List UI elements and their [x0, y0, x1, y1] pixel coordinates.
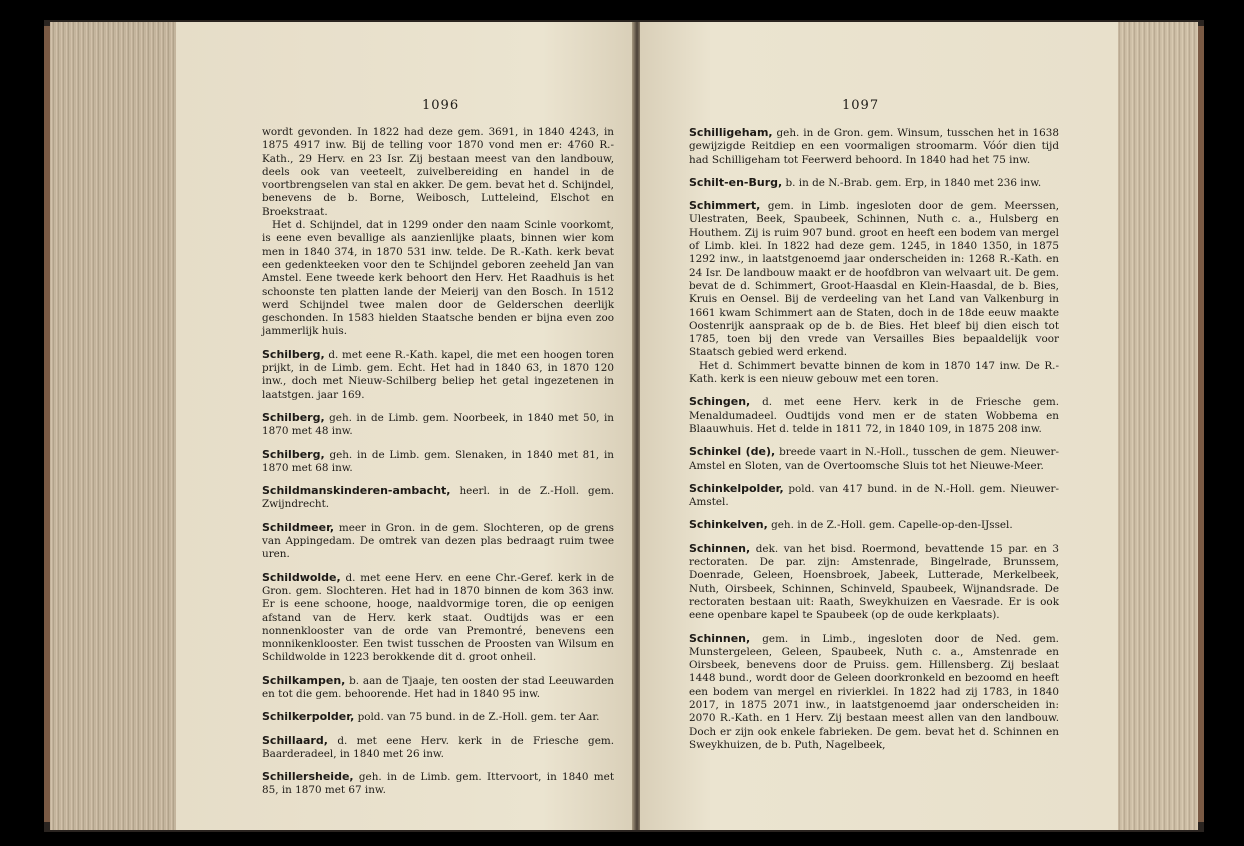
entry-text: pold. van 417 bund. in de N.-Holl. gem. Nieuwer-Amstel. [689, 482, 1059, 509]
entry-paragraph [689, 542, 1059, 623]
entry-headword: Schilkerpolder, [262, 710, 355, 724]
entry-text: meer in Gron. in de gem. Slochteren, op de grens van Appingedam. De omtrek van dezen plas bedraagt ruim twee uren. [262, 521, 614, 561]
entry-paragraph [689, 632, 1059, 753]
page-edges-right [1116, 22, 1198, 830]
entry-text: d. met eene Herv. en eene Chr.-Geref. kerk in de Gron. gem. Slochteren. Het had in 1870 binnen de kom 363 inw. Er is eene schoone, hooge, naaldvormige toren, die op eenigen afstand van de Herv. kerk staat. Oudtijds was er een nonnenklooster van de orde van Premontré, benevens een monnikenklooster. Een twist tusschen de Proosten van Wilsum en Schildwolde in 1223 berokkende dit d. groot onheil. [262, 571, 614, 664]
entry-paragraph [689, 126, 1059, 167]
entry-headword: Schilberg, [262, 347, 325, 361]
entry-paragraph [262, 126, 614, 219]
entry-headword: Schilberg, [262, 410, 325, 424]
entry-text: d. met eene R.-Kath. kapel, die met een hoogen toren prijkt, in de Limb. gem. Echt. Het had in 1840 63, in 1870 120 inw., doch met Nieuw-Schilberg beliep het getal ingezetenen in laatstgen. jaar 169. [262, 348, 614, 401]
entry-headword: Schillersheide, [262, 770, 354, 784]
entry-paragraph [689, 199, 1059, 360]
entry-headword: Schilligeham, [689, 126, 773, 139]
entry-text: geh. in de Limb. gem. Noorbeek, in 1840 met 50, in 1870 met 48 inw. [262, 411, 614, 438]
entry-headword: Schinnen, [689, 631, 751, 645]
entry-headword: Schildwolde, [262, 570, 341, 584]
entry-paragraph [689, 176, 1059, 190]
entry-paragraph [262, 734, 614, 762]
entry-paragraph [262, 348, 614, 402]
entry-headword: Schildmanskinderen-ambacht, [262, 484, 451, 498]
entry-paragraph [689, 482, 1059, 510]
entry-headword: Schilt-en-Burg, [689, 175, 783, 189]
entry-paragraph [262, 411, 614, 439]
text-column [689, 126, 1059, 761]
entry-headword: Schimmert, [689, 199, 761, 213]
entry-text: geh. in de Gron. gem. Winsum, tusschen het in 1638 gewijzigde Reitdiep en een voormaligen stroomarm. Vóór dien tijd had Schilligeham tot Feerwerd behoord. In 1840 had het 75 inw. [689, 127, 1059, 166]
page-number: 1096 [422, 98, 460, 113]
entry-paragraph [689, 445, 1059, 473]
entry-text: b. in de N.-Brab. gem. Erp, in 1840 met 236 inw. [785, 176, 1042, 189]
entry-headword: Schilberg, [262, 447, 325, 461]
entry-paragraph [262, 770, 614, 798]
entry-text: gem. in Limb. ingesloten door de gem. Meerssen, Ulestraten, Beek, Spaubeek, Schinnen, Nuth c. a., Hulsberg en Houthem. Zij is ruim 907 bund. groot en heeft een bodem van mergel of Limb. klei. In 1822 had deze gem. 1245, in 1840 1350, in 1875 1292 inw., in laatstgenoemd jaar onderscheiden in: 1268 R.-Kath. en 24 Isr. De landbouw maakt er de hoofdbron van welvaart uit. De gem. bevat de d. Schimmert, Groot-Haasdal en Klein-Haasdal, de b. Bies, Kruis en Oensel. Bij de verdeeling van het Land van Valkenburg in 1661 kwam Schimmert aan de Staten, doch in de 18de eeuw maakte Oostenrijk aanspraak op de b. de Bies. Het bleef bij dien eisch tot 1785, toen bij den vrede van Versailles Bies bepaaldelijk voor Staatsch gebied werd erkend. [689, 200, 1059, 359]
entry-text: geh. in de Z.-Holl. gem. Capelle-op-den-IJssel. [771, 519, 1013, 532]
entry-headword: Schingen, [689, 395, 751, 409]
entry-text: breede vaart in N.-Holl., tusschen de gem. Nieuwer-Amstel en Sloten, van de Overtoomsche Sluis tot het Nieuwe-Meer. [689, 446, 1059, 472]
entry-text: Het d. Schijndel, dat in 1299 onder den naam Scinle voorkomt, is eene even bevallige als aanzienlijke plaats, binnen wier kom men in 1840 374, in 1870 531 inw. telde. De R.-Kath. kerk bevat een gedenkteeken voor den te Schijndel geboren zeeheld Jan van Amstel. Eene tweede kerk behoort den Herv. Het Raadhuis is het schoonste ten platten lande der Meierij van den Bosch. In 1512 werd Schijndel twee malen door de Gelderschen deerlijk geschonden. In 1583 hielden Staatsche benden er bijna even zoo jammerlijk huis. [262, 219, 614, 338]
entry-text: dek. van het bisd. Roermond, bevattende 15 par. en 3 rectoraten. De par. zijn: Amstenrade, Bingelrade, Brunssem, Doenrade, Geleen, Hoensbroek, Jabeek, Lutterade, Merkelbeek, Nuth, Oirsbeek, Schinnen, Schinveld, Spaubeek, Wijnandsrade. De rectoraten bestaan uit: Raath, Sweykhuizen en Vaesrade. Er is ook eene openbare kapel te Spaubeek (op de oude kerkplaats). [689, 542, 1059, 622]
entry-text: Het d. Schimmert bevatte binnen de kom in 1870 147 inw. De R.-Kath. kerk is een nieuw gebouw met een toren. [689, 359, 1059, 386]
page-edges-left [50, 22, 180, 830]
right-page [640, 22, 1118, 830]
page-number: 1097 [842, 98, 880, 113]
entry-text: pold. van 75 bund. in de Z.-Holl. gem. ter Aar. [357, 711, 600, 724]
entry-headword: Schinkel (de), [689, 445, 776, 459]
entry-headword: Schillaard, [262, 733, 328, 747]
entry-text: geh. in de Limb. gem. Ittervoort, in 1840 met 85, in 1870 met 67 inw. [262, 771, 614, 797]
entry-paragraph [262, 674, 614, 702]
entry-paragraph [689, 360, 1059, 387]
entry-text: geh. in de Limb. gem. Slenaken, in 1840 met 81, in 1870 met 68 inw. [262, 448, 614, 474]
entry-text: d. met eene Herv. kerk in de Friesche gem. Baarderadeel, in 1840 met 26 inw. [262, 734, 614, 760]
entry-paragraph [689, 518, 1059, 532]
entry-text: d. met eene Herv. kerk in de Friesche gem. Menaldumadeel. Oudtijds vond men er de staten Wobbema en Blaauwhuis. Het d. telde in 1811 72, in 1840 109, in 1875 208 inw. [689, 396, 1059, 435]
entry-headword: Schinkelven, [689, 518, 768, 532]
entry-paragraph [262, 710, 614, 724]
entry-headword: Schilkampen, [262, 673, 346, 687]
entry-paragraph [262, 448, 614, 476]
text-column [262, 126, 614, 807]
entry-headword: Schinnen, [689, 541, 751, 555]
entry-text: heerl. in de Z.-Holl. gem. Zwijndrecht. [262, 485, 614, 511]
entry-paragraph [262, 219, 614, 339]
entry-paragraph [262, 571, 614, 665]
entry-headword: Schildmeer, [262, 520, 335, 534]
entry-text: b. aan de Tjaaje, ten oosten der stad Leeuwarden en tot die gem. behoorende. Het had in 1840 95 inw. [262, 674, 614, 700]
entry-text: gem. in Limb., ingesloten door de Ned. gem. Munstergeleen, Geleen, Spaubeek, Nuth c. a., Amstenrade en Oirsbeek, benevens door de Pruiss. gem. Hillensberg. Zij beslaat 1448 bund., wordt door de Geleen doorkronkeld en bezoomd en heeft een bodem van mergel en rivierklei. In 1822 had zij 1783, in 1840 2017, in 1875 2071 inw., in laatstgenoemd jaar onderscheiden in: 2070 R.-Kath. en 1 Herv. Zij bestaan meest allen van den landbouw. Doch er zijn ook enkele fabrieken. De gem. bevat het d. Schinnen en Sweykhuizen, de b. Puth, Nagelbeek, [689, 632, 1059, 751]
entry-text: wordt gevonden. In 1822 had deze gem. 3691, in 1840 4243, in 1875 4917 inw. Bij de telling voor 1870 vond men er: 4760 R.-Kath., 29 Herv. en 23 Isr. Zij bestaan meest van den landbouw, deels ook van veeteelt, zuivelbereiding en handel in de voortbrengselen van stal en akker. De gem. bevat het d. Schijndel, benevens de b. Borne, Weibosch, Lutteleind, Elschot en Broekstraat. [262, 126, 614, 218]
entry-headword: Schinkelpolder, [689, 481, 784, 495]
left-page [176, 22, 634, 830]
entry-paragraph [262, 521, 614, 562]
entry-paragraph [689, 395, 1059, 436]
entry-paragraph [262, 484, 614, 512]
